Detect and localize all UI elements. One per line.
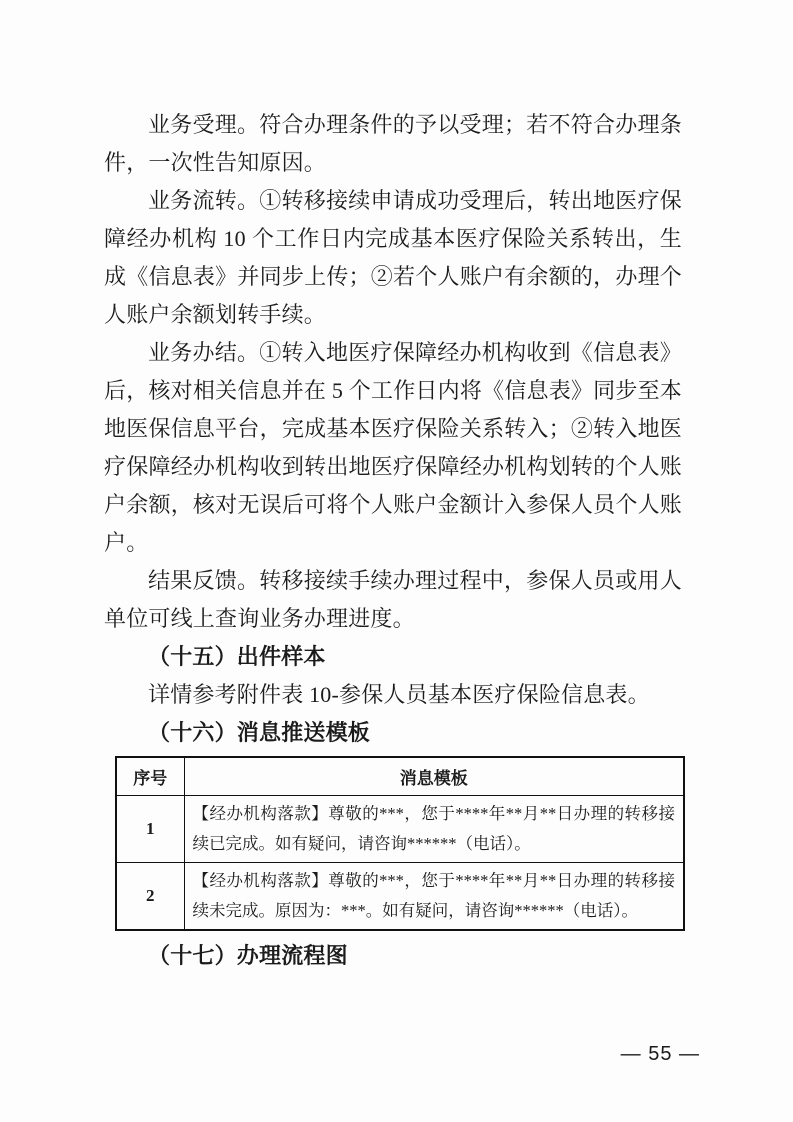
page-number: — 55 — xyxy=(620,1043,700,1065)
row-message-template: 【经办机构落款】尊敬的***，您于****年**月**日办理的转移接续已完成。如有疑问，请咨询******（电话）。 xyxy=(184,796,684,863)
table-header-serial: 序号 xyxy=(116,757,184,796)
section-heading-15: （十五）出件样本 xyxy=(148,644,326,669)
table-header-row xyxy=(116,757,684,796)
paragraph-sample-reference: 详情参考附件表 10-参保人员基本医疗保险信息表。 xyxy=(148,682,650,707)
table-row xyxy=(116,796,684,863)
row-serial-number: 1 xyxy=(116,796,184,863)
section-heading-17: （十七）办理流程图 xyxy=(148,943,348,968)
document-body xyxy=(104,106,682,975)
paragraph-business-circulation: 业务流转。①转移接续申请成功受理后，转出地医疗保障经办机构 10 个工作日内完成基本医疗保险关系转出，生成《信息表》并同步上传；②若个人账户有余额的，办理个人账户余额划转手续。 xyxy=(104,188,682,327)
row-serial-number: 2 xyxy=(116,863,184,931)
table-row xyxy=(116,863,684,931)
section-heading-16: （十六）消息推送模板 xyxy=(148,720,371,745)
paragraph-result-feedback: 结果反馈。转移接续手续办理过程中，参保人员或用人单位可线上查询业务办理进度。 xyxy=(104,568,682,631)
message-template-table xyxy=(115,756,685,931)
paragraph-business-conclusion: 业务办结。①转入地医疗保障经办机构收到《信息表》后，核对相关信息并在 5 个工作日内将《信息表》同步至本地医保信息平台，完成基本医疗保险关系转入；②转入地医疗保障经办机构收到转出地医疗保障经办机构划转的个人账户余额，核对无误后可将个人账户金额计入参保人员个人账户。 xyxy=(104,340,682,555)
paragraph-business-acceptance: 业务受理。符合办理条件的予以受理；若不符合办理条件，一次性告知原因。 xyxy=(104,112,682,175)
row-message-template: 【经办机构落款】尊敬的***，您于****年**月**日办理的转移接续未完成。原因为：***。如有疑问，请咨询******（电话）。 xyxy=(184,863,684,931)
table-header-template: 消息模板 xyxy=(184,757,684,796)
